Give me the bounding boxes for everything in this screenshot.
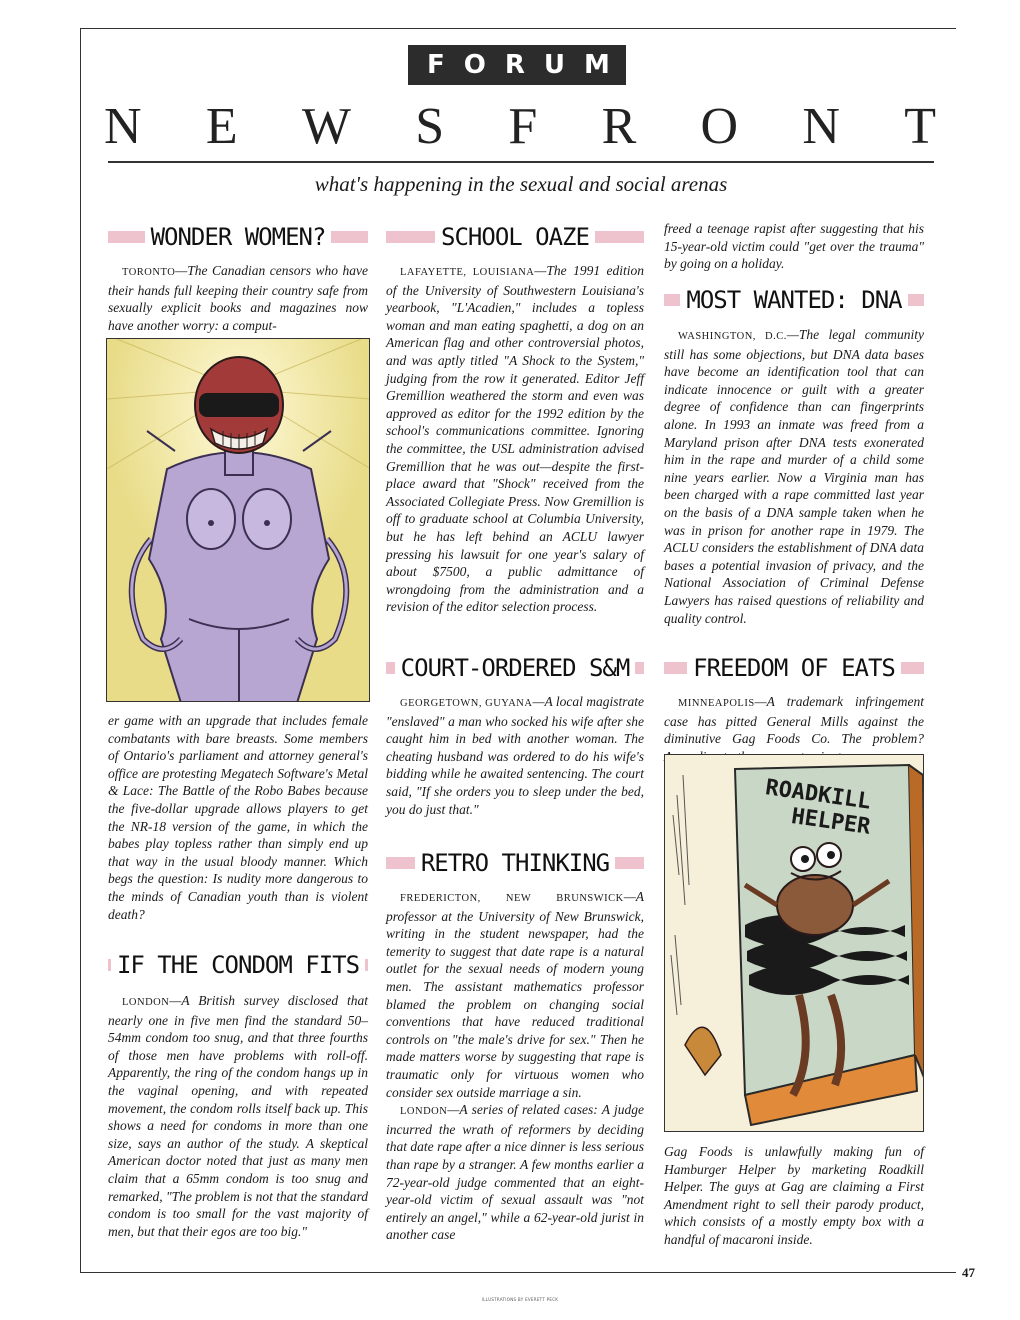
headline-dna xyxy=(664,288,924,312)
box-label-line1: ROADKILL xyxy=(763,775,873,815)
headline-condom xyxy=(108,953,368,977)
title-letter: O xyxy=(700,97,739,155)
robo-babe-illustration xyxy=(106,338,370,702)
title-letter: T xyxy=(904,97,936,155)
article-condom xyxy=(108,992,368,1240)
headline-court-ordered xyxy=(386,656,644,680)
page-number: 47 xyxy=(962,1265,975,1280)
dateline: LONDON xyxy=(122,997,170,1008)
article-text: —A local magistrate "enslaved" a man who socked his wife after she caught him in bed with another woman. The cheating husband was ordered to do his wife's bidding while he awaited sentencing. The court said, "If she orders you to sleep under the bed, you do just that." xyxy=(386,694,644,817)
dateline: FREDERICTON, NEW BRUNSWICK xyxy=(400,893,624,904)
article-text: —A series of related cases: A judge incurred the wrath of reformers by deciding that date rape after a nice dinner is less serious than rape by a stranger. A few months earlier a 72-year-old judge commented that an eight-year-old victim of sexual assault was "not entirely an angel," while a 62-year-old jurist in another case xyxy=(386,1102,644,1243)
title-letter: F xyxy=(508,97,538,155)
article-text: —The Canadian censors who have their hands full keeping their country safe from sexually explicit books and magazines now have another worry: a comput- xyxy=(108,263,368,333)
article-text: —A British survey disclosed that nearly one in five men find the standard 50–54mm condom too snug, and that three fourths of those men have problems with roll-off. Apparently, the ring of the condom hangs up in the vaginal opening, and with repeated movement, the condom rolls itself back up. This shows a need for condoms in more than one size, says an author of the study. A skeptical American doctor noted that just as many men claim that a 65mm condom is too snug and remarked, "The problem is not that the standard condom is too small for the vast majority of men, but that their egos are too big." xyxy=(108,993,368,1239)
dateline: LAFAYETTE, LOUISIANA xyxy=(400,267,535,278)
headline-wonder-women xyxy=(108,225,368,249)
dateline: WASHINGTON, D.C. xyxy=(678,331,787,342)
article-text: —A trademark infringement case has pitted General Mills against the diminutive Gag Foods Co. The problem? xyxy=(664,694,924,747)
article-freedom-of-eats-body: Gag Foods is unlawfully making fun of Hamburger Helper by marketing Roadkill Helper. The guys at Gag are claiming a First Amendment right to sell their parody product, which consists of a mostly empty box with a handful of macaroni inside. xyxy=(664,1144,924,1247)
roadkill-helper-illustration xyxy=(664,754,924,1132)
article-wonder-women-body: er game with an upgrade that includes female combatants with bare breasts. Some members of Ontario's parliament and attorney general's office are protesting Megatech Software's Metal & Lace: The Battle of the Robo Babes because the five-dollar upgrade allows players to get the NR-18 version of the game, in which the babes play topless rather than simply end up that way in the usual bloody manner. Which begs the question: Is nudity more dangerous to the minds of Canadian youth than is violent death? xyxy=(108,713,368,922)
article-text: —The legal community still has some objections, but DNA data bases have become an identification tool that can indicate innocence or guilt with a greater degree of confidence than can fingerprints alone. In 1993 an inmate was freed from a Maryland prison after DNA tests exonerated him in the rape and murder of a child some nine years earlier. Now a Virginia man has been charged with a rape committed last year on the basis of a DNA sample taken when he was in prison for another rape in 1979. The ACLU considers the establishment of DNA data bases a potential invasion of privacy, and the National Association of Criminal Defense Lawyers has raised questions of reliability and quality control. xyxy=(664,327,925,626)
robot-woman-icon xyxy=(107,339,370,702)
title-letter: W xyxy=(301,97,351,155)
roadkill-box-icon xyxy=(665,755,924,1132)
page-title xyxy=(104,94,936,158)
article-retro-thinking-continued: freed a teenage rapist after suggesting that his 15-year-old victim could "get over the trauma" by going on a holiday. xyxy=(664,221,924,272)
article-retro-thinking xyxy=(386,888,644,1244)
dateline: GEORGETOWN, GUYANA xyxy=(400,698,533,709)
headline-retro-thinking xyxy=(386,851,644,875)
section-label: FORUM xyxy=(408,45,626,85)
dateline: MINNEAPOLIS xyxy=(678,698,755,709)
illustration-credit: ILLUSTRATIONS BY EVERETT PECK xyxy=(481,1297,559,1302)
dateline: TORONTO xyxy=(122,267,176,278)
article-text: —The 1991 edition of the University of Southwestern Louisiana's yearbook, "L'Acadien," includes a topless woman and man eating spaghetti, a dog on an American flag and other controversial photos, and was aptly titled "A Shock to the System," judging from the row it generated. Editor Jeff Gremillion weathered the storm and even was approved as editor for the 1992 edition by the school's communications committee. Ignoring the committee, the USL administration advised Gremillion that he was out—despite the first-place award that "Shock" received from the Associated Collegiate Press. Now Gremillion is off to graduate school at Columbia University, but he has left behind an ACLU lawyer pressing his lawsuit for one year's salary of about $7500, a public admittance of wrongdoing from the administration and a revision of the editor selection process. xyxy=(386,263,645,615)
article-school-oaze xyxy=(386,262,644,616)
headline-text: FREEDOM OF EATS xyxy=(687,654,901,682)
article-dna xyxy=(664,326,924,627)
title-letter: R xyxy=(601,97,637,155)
headline-text: SCHOOL OAZE xyxy=(435,223,595,251)
headline-text: MOST WANTED: DNA xyxy=(680,286,907,314)
title-letter: N xyxy=(802,97,840,155)
article-text: —A professor at the University of New Brunswick, writing in the student newspaper, had the temerity to suggest that date rape is a natural outlet for the sexual needs of modern young men. The assistant mathematics professor blamed the problem on changing social conventions that have reduced traditional controls on "the male's drive for sex." Then he made matters worse by suggesting that rape is traumatic only for virtuous women who consider sex outside marriage a sin. xyxy=(386,889,644,1100)
dateline: LONDON xyxy=(400,1106,448,1118)
headline-text: IF THE CONDOM FITS xyxy=(111,951,365,979)
headline-freedom-of-eats xyxy=(664,656,924,680)
headline-text: WONDER WOMEN? xyxy=(145,223,332,251)
title-letter: N xyxy=(104,97,142,155)
header-rule xyxy=(108,161,934,163)
article-wonder-women-intro xyxy=(108,262,368,334)
article-court-ordered xyxy=(386,693,644,818)
headline-text: RETRO THINKING xyxy=(415,849,615,877)
title-letter: E xyxy=(205,97,238,155)
title-letter: S xyxy=(415,97,445,155)
headline-school-oaze xyxy=(386,225,644,249)
headline-text: COURT-ORDERED S&M xyxy=(395,654,636,682)
tagline: what's happening in the sexual and social arenas xyxy=(314,172,728,196)
box-label-line2: HELPER xyxy=(789,804,872,840)
